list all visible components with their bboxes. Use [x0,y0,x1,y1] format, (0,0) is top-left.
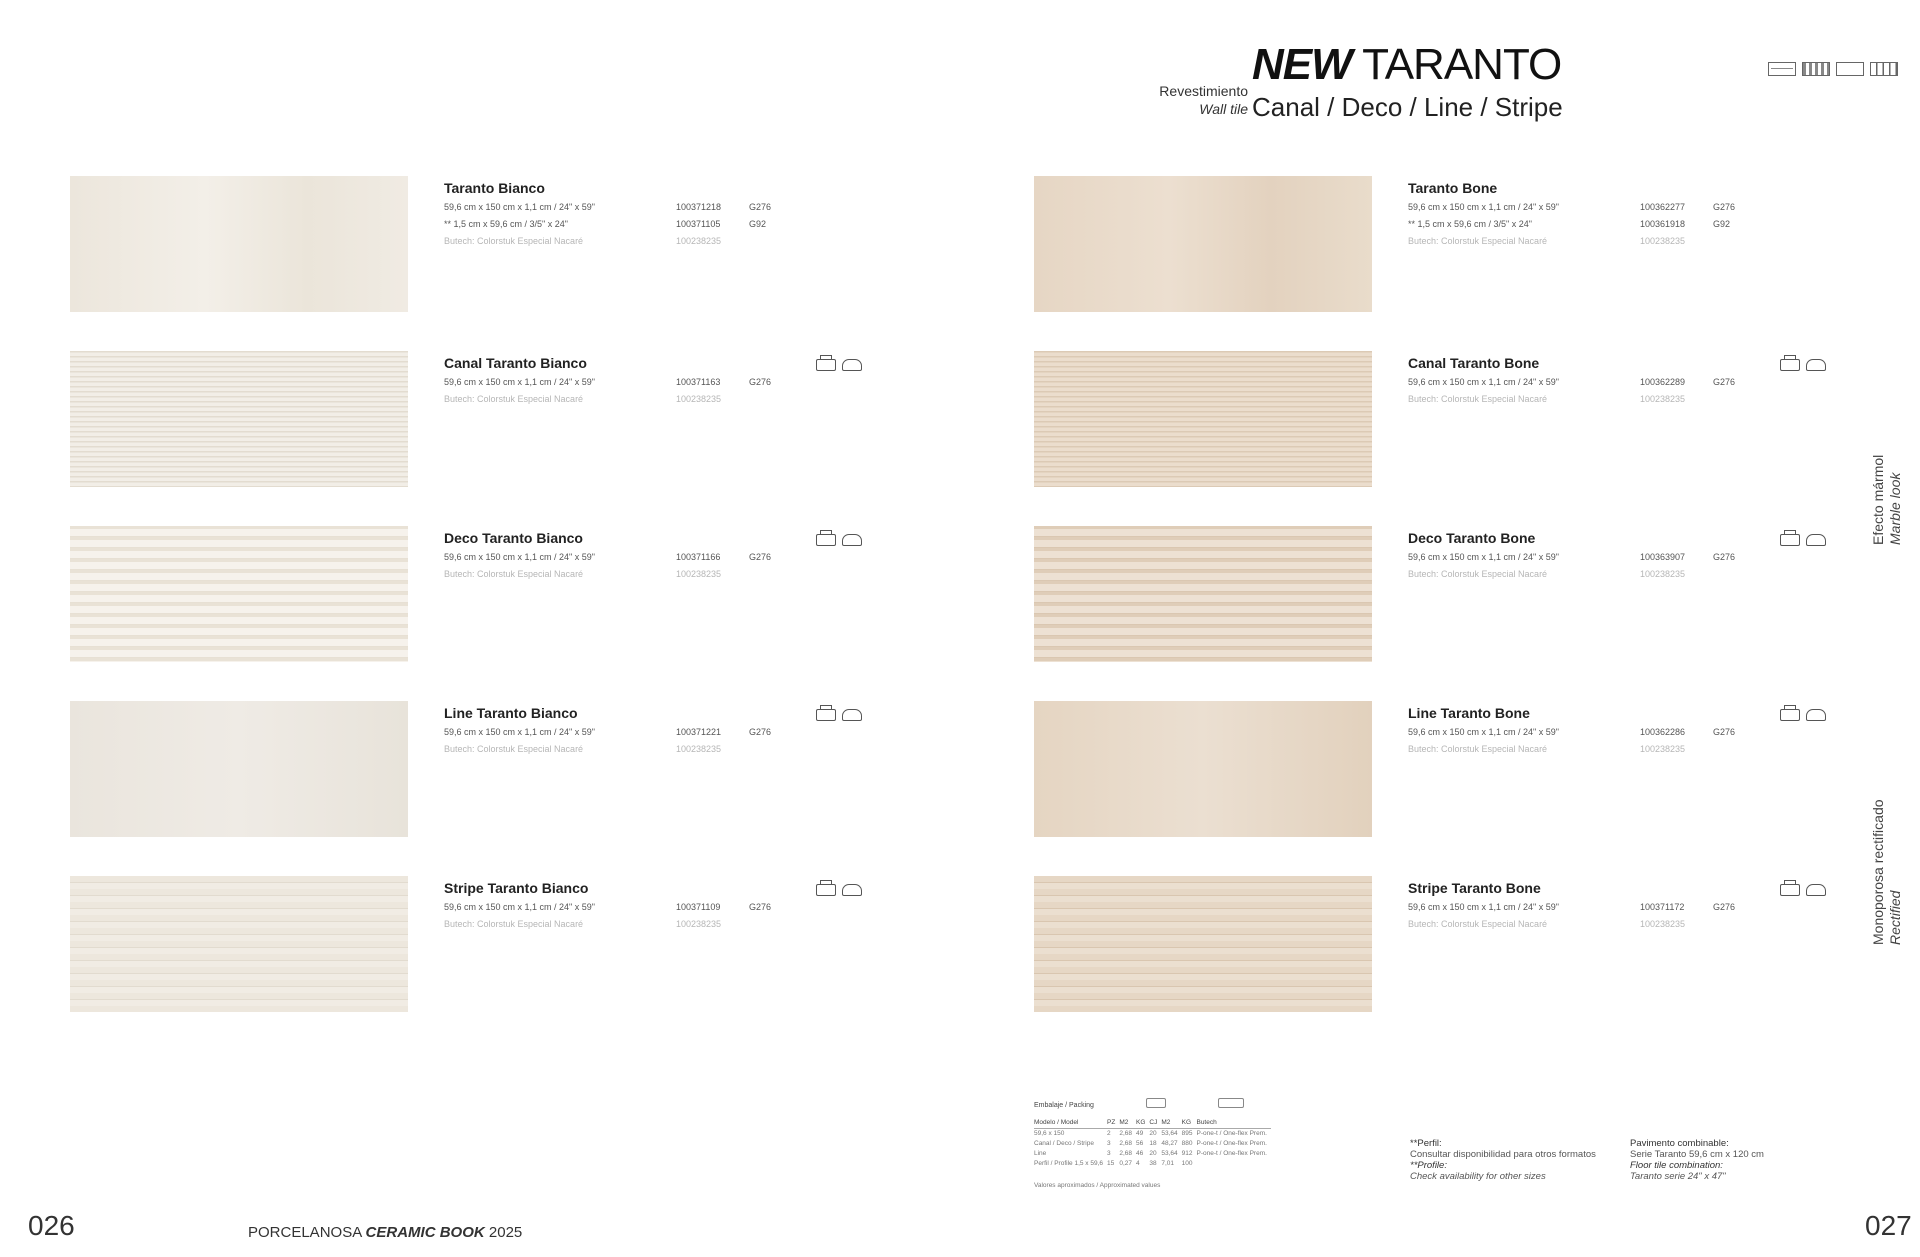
packing-header-row [1034,1118,1271,1128]
product-spec-line [1408,919,1828,936]
tile-swatch [1034,351,1372,487]
format-outline-icon [1836,62,1864,76]
spec-code: 100371163 [676,377,721,387]
transport-icon [842,534,862,546]
spec-spec: ** 1,5 cm x 59,6 cm / 3/5" x 24" [444,219,568,229]
packing-cell: Line [1034,1149,1047,1157]
product-spec-line [444,552,864,569]
product-spec-line [444,744,864,761]
product-spec-line [444,202,864,219]
spec-grp: G276 [1713,552,1736,562]
product-name: Taranto Bianco [444,180,545,196]
packing-header-cell: KG [1182,1118,1197,1128]
spec-spec: Butech: Colorstuk Especial Nacaré [1408,236,1548,246]
spec-spec: Butech: Colorstuk Especial Nacaré [1408,919,1548,929]
product-row-bianco-deco [70,526,850,666]
transport-icon [842,884,862,896]
packing-header-cell: PZ [1107,1118,1119,1128]
spec-grp: G276 [1713,202,1736,212]
product-name: Line Taranto Bone [1408,705,1530,721]
floor-label: Floor tile combination: [1630,1160,1723,1171]
product-spec-line [444,569,864,586]
packing-cell: P-one-t / One-flex Prem. [1196,1149,1267,1157]
product-info [1408,530,1828,586]
packing-cell: 0,27 [1119,1159,1132,1167]
product-row-bone-plain [1034,176,1814,316]
usage-icons [816,709,862,721]
packing-cell: 2,68 [1119,1139,1132,1147]
tile-swatch [1034,876,1372,1012]
product-spec-line [1408,569,1828,586]
packing-row [1034,1138,1271,1148]
product-info [444,880,864,936]
product-row-bianco-line [70,701,850,841]
spec-code: 100238235 [676,236,722,246]
spec-code: 100371221 [676,727,722,737]
packing-cell: 7,01 [1161,1159,1174,1167]
product-row-bianco-stripe [70,876,850,1016]
product-name: Deco Taranto Bone [1408,530,1536,546]
format-relief-icon [1870,62,1898,76]
packing-cell: 46 [1135,1149,1144,1157]
packing-header-cell: Modelo / Model [1034,1118,1107,1128]
side-effect-es: Efecto mármol [1870,454,1886,545]
spec-code: 100238235 [1640,919,1686,929]
product-row-bone-stripe [1034,876,1814,1016]
packing-cell: P-one-t / One-flex Prem. [1196,1129,1267,1137]
product-row-bone-deco [1034,526,1814,666]
side-effect-en: Marble look [1887,472,1903,545]
spec-code: 100362289 [1640,377,1686,387]
spec-grp: G92 [1713,219,1731,229]
pallet-icon [1218,1098,1244,1108]
side-effect-label [1870,455,1904,545]
spec-grp: G276 [1713,377,1736,387]
transport-icon [842,359,862,371]
product-spec-line [444,377,864,394]
tile-swatch [70,701,408,837]
packing-cell: 38 [1149,1159,1157,1167]
product-spec-line [1408,394,1828,411]
spec-spec: 59,6 cm x 150 cm x 1,1 cm / 24" x 59" [444,902,595,912]
packing-cell: 15 [1107,1159,1115,1167]
box-icon [1146,1098,1166,1108]
packing-cell: 3 [1107,1139,1111,1147]
product-spec-line [1408,727,1828,744]
usage-icons [1780,359,1826,371]
spec-spec: 59,6 cm x 150 cm x 1,1 cm / 24" x 59" [1408,202,1559,212]
pallet-icon [816,709,836,721]
packing-cell: Perfil / Profile 1,5 x 59,6 [1034,1159,1104,1167]
product-row-bone-line [1034,701,1814,841]
packing-cell: 18 [1149,1139,1157,1147]
usage-icons [1780,884,1826,896]
spec-code: 100361918 [1640,219,1686,229]
tile-swatch [70,526,408,662]
product-row-bianco-plain [70,176,850,316]
packing-row [1034,1158,1271,1168]
product-name: Taranto Bone [1408,180,1498,196]
product-info [444,530,864,586]
spec-spec: 59,6 cm x 150 cm x 1,1 cm / 24" x 59" [1408,727,1559,737]
spec-code: 100238235 [676,744,722,754]
spec-spec: 59,6 cm x 150 cm x 1,1 cm / 24" x 59" [1408,902,1559,912]
page-header [1140,40,1600,130]
spec-code: 100238235 [676,394,722,404]
spec-spec: ** 1,5 cm x 59,6 cm / 3/5" x 24" [1408,219,1532,229]
product-info [444,180,864,253]
packing-cell: 56 [1135,1139,1144,1147]
perfil-label: **Perfil: [1410,1138,1442,1149]
packing-cell: 48,27 [1161,1139,1178,1147]
packing-row [1034,1148,1271,1158]
product-spec-line [1408,377,1828,394]
packing-cell: 59,6 x 150 [1034,1129,1065,1137]
title-name: TARANTO [1362,40,1562,89]
packing-cell [1196,1158,1270,1168]
spec-code: 100238235 [1640,569,1686,579]
packing-note: Valores aproximados / Approximated values [1034,1182,1161,1189]
spec-grp: G276 [749,727,772,737]
product-spec-line [1408,219,1828,236]
title-new: NEW [1252,40,1352,89]
packing-header-cell: KG [1136,1118,1149,1128]
spec-spec: 59,6 cm x 150 cm x 1,1 cm / 24" x 59" [1408,377,1559,387]
product-spec-line [444,727,864,744]
packing-cell: 895 [1181,1129,1193,1137]
pallet-icon [816,359,836,371]
product-info [444,355,864,411]
packing-cell: 20 [1149,1149,1157,1157]
pavimento-text: Serie Taranto 59,6 cm x 120 cm [1630,1149,1764,1160]
spec-code: 100371166 [676,552,721,562]
format-icons [1768,62,1898,76]
profile-label: **Profile: [1410,1160,1447,1171]
product-name: Stripe Taranto Bone [1408,880,1541,896]
floor-text: Taranto serie 24" x 47" [1630,1171,1726,1182]
spec-spec: Butech: Colorstuk Especial Nacaré [444,569,584,579]
product-spec-line [444,219,864,236]
profile-notes [1410,1138,1596,1182]
spec-spec: Butech: Colorstuk Especial Nacaré [444,394,584,404]
spec-grp: G276 [749,202,772,212]
tile-type [1159,82,1248,118]
spec-spec: Butech: Colorstuk Especial Nacaré [444,919,584,929]
packing-cell: 20 [1149,1129,1157,1137]
packing-header-cell: M2 [1119,1118,1136,1128]
pallet-icon [1780,359,1800,371]
packing-cell: 880 [1181,1139,1193,1147]
side-body-label [1870,799,1904,945]
page-title [1252,40,1561,90]
spec-code: 100371105 [676,219,721,229]
side-body-es: Monoporosa rectificado [1870,799,1886,945]
product-info [1408,880,1828,936]
book-year: 2025 [488,1224,523,1241]
spec-code: 100238235 [676,569,722,579]
spec-grp: G276 [1713,727,1736,737]
spec-code: 100362286 [1640,727,1686,737]
product-info [1408,355,1828,411]
packing-cell: P-one-t / One-flex Prem. [1196,1139,1267,1147]
product-spec-line [444,902,864,919]
product-spec-line [1408,236,1828,253]
spec-code: 100371172 [1640,902,1685,912]
spec-code: 100363907 [1640,552,1686,562]
packing-cell: 100 [1181,1159,1193,1167]
footer-brand [248,1224,522,1241]
pallet-icon [1780,534,1800,546]
spec-spec: Butech: Colorstuk Especial Nacaré [1408,744,1548,754]
transport-icon [1806,359,1826,371]
side-body-en: Rectified [1887,890,1903,945]
spec-spec: Butech: Colorstuk Especial Nacaré [1408,394,1548,404]
tile-swatch [1034,176,1372,312]
packing-title: Embalaje / Packing [1034,1102,1094,1109]
spec-spec: 59,6 cm x 150 cm x 1,1 cm / 24" x 59" [444,202,595,212]
packing-cell: Canal / Deco / Stripe [1034,1139,1094,1147]
spec-code: 100362277 [1640,202,1686,212]
product-name: Deco Taranto Bianco [444,530,583,546]
usage-icons [816,359,862,371]
product-name: Canal Taranto Bone [1408,355,1540,371]
spec-grp: G276 [749,377,772,387]
spec-code: 100238235 [1640,394,1686,404]
tile-swatch [1034,701,1372,837]
tile-type-en: Wall tile [1199,101,1248,117]
spec-spec: 59,6 cm x 150 cm x 1,1 cm / 24" x 59" [444,377,595,387]
product-spec-line [1408,902,1828,919]
packing-header-cell: CJ [1149,1118,1161,1128]
pavimento-label: Pavimento combinable: [1630,1138,1729,1149]
transport-icon [1806,709,1826,721]
product-row-bone-canal [1034,351,1814,491]
product-spec-line [1408,552,1828,569]
product-row-bianco-canal [70,351,850,491]
packing-header-cell: Butech [1196,1118,1270,1128]
book-name: CERAMIC BOOK [365,1224,485,1241]
product-name: Canal Taranto Bianco [444,355,587,371]
brand-name: PORCELANOSA [248,1224,362,1241]
spec-spec: 59,6 cm x 150 cm x 1,1 cm / 24" x 59" [444,552,595,562]
product-info [1408,705,1828,761]
product-name: Line Taranto Bianco [444,705,578,721]
product-spec-line [444,236,864,253]
transport-icon [1806,884,1826,896]
tile-swatch [70,176,408,312]
spec-code: 100238235 [1640,236,1686,246]
page-number-left: 026 [28,1210,75,1241]
spec-spec: 59,6 cm x 150 cm x 1,1 cm / 24" x 59" [1408,552,1559,562]
product-name: Stripe Taranto Bianco [444,880,589,896]
spec-spec: Butech: Colorstuk Especial Nacaré [444,236,584,246]
pallet-icon [1780,884,1800,896]
packing-cell: 53,64 [1161,1149,1178,1157]
spec-code: 100238235 [676,919,722,929]
packing-cell: 2,68 [1119,1149,1132,1157]
spec-grp: G276 [1713,902,1736,912]
spec-code: 100371218 [676,202,722,212]
spec-grp: G92 [749,219,767,229]
transport-icon [842,709,862,721]
packing-cell: 3 [1107,1149,1111,1157]
spec-spec: Butech: Colorstuk Especial Nacaré [444,744,584,754]
tile-type-es: Revestimiento [1159,83,1248,99]
format-plain-icon [1768,62,1796,76]
pallet-icon [816,884,836,896]
spec-grp: G276 [749,552,772,562]
spec-grp: G276 [749,902,772,912]
packing-table [1034,1118,1271,1168]
pallet-icon [1780,709,1800,721]
product-spec-line [444,394,864,411]
packing-cell: 2 [1107,1129,1111,1137]
product-spec-line [444,919,864,936]
profile-text: Check availability for other sizes [1410,1171,1546,1182]
usage-icons [1780,534,1826,546]
product-spec-line [1408,202,1828,219]
perfil-text: Consultar disponibilidad para otros formatos [1410,1149,1596,1160]
packing-row [1034,1128,1271,1138]
packing-cell: 53,64 [1161,1129,1178,1137]
tile-swatch [70,351,408,487]
packing-cell: 4 [1135,1159,1140,1167]
spec-spec: 59,6 cm x 150 cm x 1,1 cm / 24" x 59" [444,727,595,737]
format-textured-icon [1802,62,1830,76]
transport-icon [1806,534,1826,546]
usage-icons [1780,709,1826,721]
spec-spec: Butech: Colorstuk Especial Nacaré [1408,569,1548,579]
floor-notes [1630,1138,1764,1182]
packing-cell: 49 [1135,1129,1144,1137]
page-subtitle: Canal / Deco / Line / Stripe [1252,92,1563,122]
product-spec-line [1408,744,1828,761]
packing-cell: 912 [1181,1149,1193,1157]
product-info [1408,180,1828,253]
spec-code: 100238235 [1640,744,1686,754]
product-info [444,705,864,761]
packing-cell: 2,68 [1119,1129,1132,1137]
spec-code: 100371109 [676,902,721,912]
usage-icons [816,884,862,896]
pallet-icon [816,534,836,546]
tile-swatch [70,876,408,1012]
tile-swatch [1034,526,1372,662]
packing-header-cell: M2 [1161,1118,1181,1128]
page-number-right: 027 [1865,1210,1912,1241]
usage-icons [816,534,862,546]
